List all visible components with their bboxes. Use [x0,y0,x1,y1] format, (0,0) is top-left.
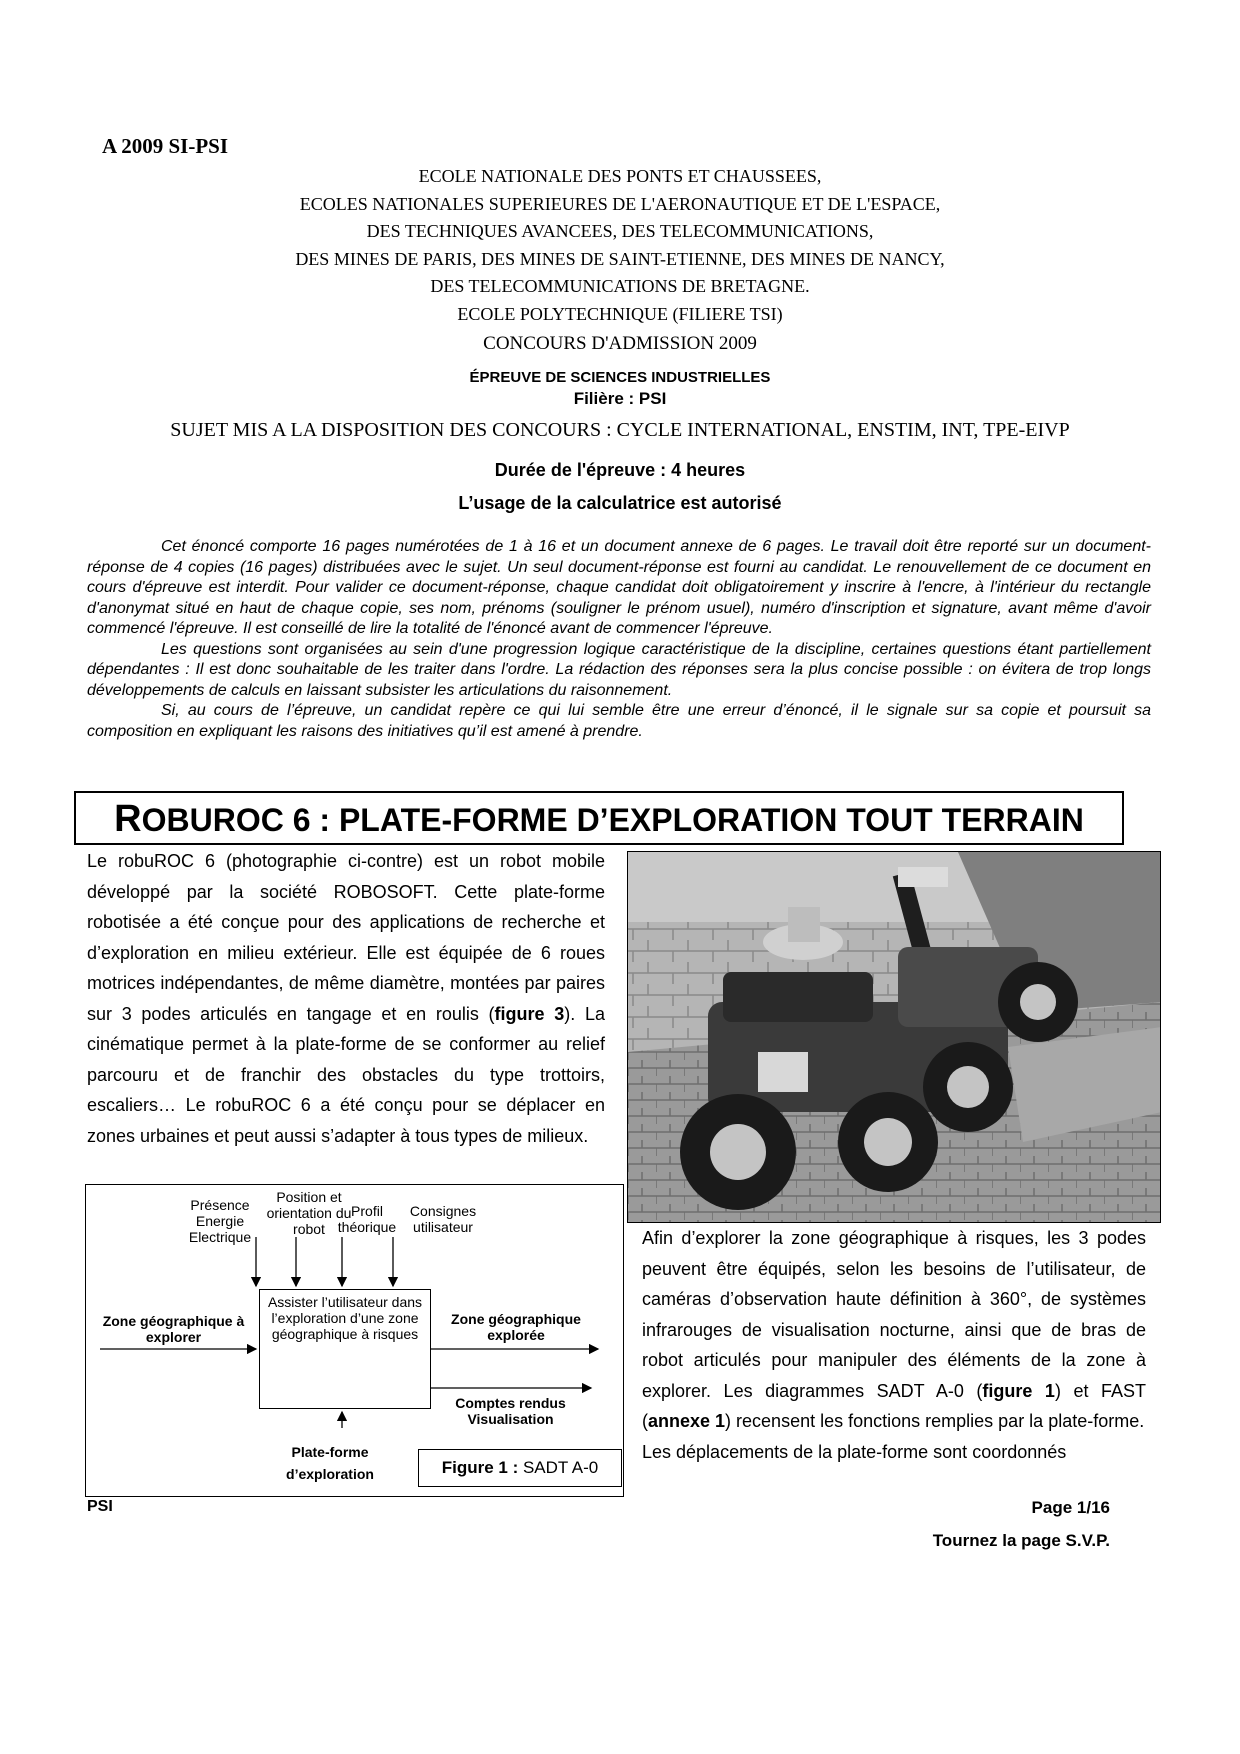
right-text [642,1223,1146,1467]
school-line: DES MINES DE PARIS, DES MINES DE SAINT-ETIENNE, DES MINES DE NANCY, [295,248,945,269]
figure-caption-text: SADT A-0 [518,1458,599,1477]
body-text-part: ) recensent les fonctions remplies par la plate-forme. [725,1411,1145,1431]
epreuve-title: ÉPREUVE DE SCIENCES INDUSTRIELLES [469,369,771,386]
body-text-part: Afin d’explorer la zone géographique à risques, les 3 podes peuvent être équipés, selon les besoins de l’utilisateur, de caméras d’observation haute définition à 360°, de systèmes infrarouges de visualisation nocturne, ainsi que de bras de robot articulés pour manipuler des éléments de la zone à explorer. Les diagrammes SADT A-0 ( [642,1228,1146,1401]
school-line: ECOLE NATIONALE DES PONTS ET CHAUSSEES, [418,166,822,186]
instruction-paragraph: Cet énoncé comporte 16 pages numérotées de 1 à 16 et un document annexe de 6 pages. Le travail doit être reporté sur un document-réponse de 4 copies (16 pages) distribuées avec le sujet. Un seul document-réponse est fourni au candidat. Le renouvellement de ce document en cours d'épreuve est interdit. Pour valider ce document-réponse, chaque candidat doit obligatoirement y inscrire à l'encre, à l'intérieur du rectangle d'anonymat situé en haut de chaque copie, ses nom, prénoms (souligner le prénom usuel), numéro d'inscription et signature, avant même d'avoir commencé l'épreuve. Il est conseillé de lire la totalité de l'énoncé avant de commencer l'épreuve. [87,538,1151,637]
function-box [259,1289,431,1409]
output-label: Zone géographique explorée [451,1311,581,1343]
control-energy: Présence Energie Electrique [188,1197,252,1245]
robot-photo [627,851,1161,1223]
body-paragraph: Les déplacements de la plate-forme sont coordonnés [642,1441,1067,1462]
school-line: DES TELECOMMUNICATIONS DE BRETAGNE. [430,276,810,296]
instruction-paragraph: Si, au cours de l’épreuve, un candidat repère ce qui lui semble être une erreur d’énoncé, il le signale sur sa copie et poursuit sa composition en expliquant les raisons des initiatives qu’il est amené à prendre. [87,702,1151,740]
school-line: ECOLE POLYTECHNIQUE (FILIERE TSI) [457,303,783,324]
exam-code: A 2009 SI-PSI [102,134,229,158]
calculator-note: L’usage de la calculatrice est autorisé [458,493,782,513]
output-label: Comptes rendus Visualisation [455,1395,566,1427]
body-paragraph [642,1223,1146,1437]
body-text-part: ) et FAST ( [642,1380,1146,1431]
intro-text [87,846,605,1151]
school-list [0,163,1240,328]
input-label: Zone géographique à explorer [102,1313,245,1345]
footer-filiere: PSI [87,1498,113,1515]
intro-text-part: Le robuROC 6 (photographie ci-contre) est un robot mobile développé par la société ROBOSOFT. Cette plate-forme robotisée a été conçue pour des applications de recherche et d’exploration en milieu extérieur. Elle est équipée de 6 roues motrices indépendantes, de même diamètre, montées par paires sur 3 podes articulés en tangage et en roulis ( [87,851,605,1024]
function-label: Assister l’utilisateur dans l’exploration d’une zone géographique à risques [267,1294,423,1342]
sujet-line: SUJET MIS A LA DISPOSITION DES CONCOURS : CYCLE INTERNATIONAL, ENSTIM, INT, TPE-EIVP [170,419,1070,441]
title-first-letter: R [114,798,142,840]
school-line: ECOLES NATIONALES SUPERIEURES DE L'AERONAUTIQUE ET DE L'ESPACE, [299,193,941,214]
intro-paragraph [87,846,605,1151]
figure-sadt [85,1184,624,1497]
turn-page-note: Tournez la page S.V.P. [932,1531,1110,1550]
figure-reference: figure 3 [494,1003,565,1024]
instructions [87,537,1151,742]
control-profile: Profil théorique [337,1203,397,1235]
annex-reference: annexe 1 [648,1411,726,1431]
figure-caption-label: Figure 1 : [441,1458,519,1477]
figure-reference: figure 1 [982,1380,1055,1401]
section-title [74,791,1124,845]
figure-caption [418,1449,622,1487]
control-user: Consignes utilisateur [409,1203,477,1235]
duration-label: Durée de l'épreuve : 4 heures [494,460,746,480]
filiere-label: Filière : PSI [573,389,667,408]
mechanism-label: Plate-forme d’exploration [286,1444,374,1482]
control-position: Position et orientation du robot [266,1189,352,1237]
robot-photo-image [628,852,1161,1223]
concours-title: CONCOURS D'ADMISSION 2009 [483,333,757,354]
school-line: DES TECHNIQUES AVANCEES, DES TELECOMMUNICATIONS, [366,221,874,241]
instruction-paragraph: Les questions sont organisées au sein d'une progression logique caractéristique de la discipline, certaines questions étant partiellement dépendantes : Il est donc souhaitable de les traiter dans l'ordre. La rédaction des réponses sera la plus concise possible : on évitera de trop longs développements de calculs en laissant subsister les articulations du raisonnement. [87,640,1151,699]
intro-text-part: ). La cinématique permet à la plate-forme de se conformer au relief parcouru et de franchir des obstacles du type trottoirs, escaliers… Le robuROC 6 a été conçu pour se déplacer en zones urbaines et peut aussi s’adapter à tous types de milieux. [87,1003,605,1146]
page-number: Page 1/16 [1031,1498,1110,1517]
title-rest: OBUROC 6 : PLATE-FORME D’EXPLORATION TOUT TERRAIN [141,802,1084,838]
